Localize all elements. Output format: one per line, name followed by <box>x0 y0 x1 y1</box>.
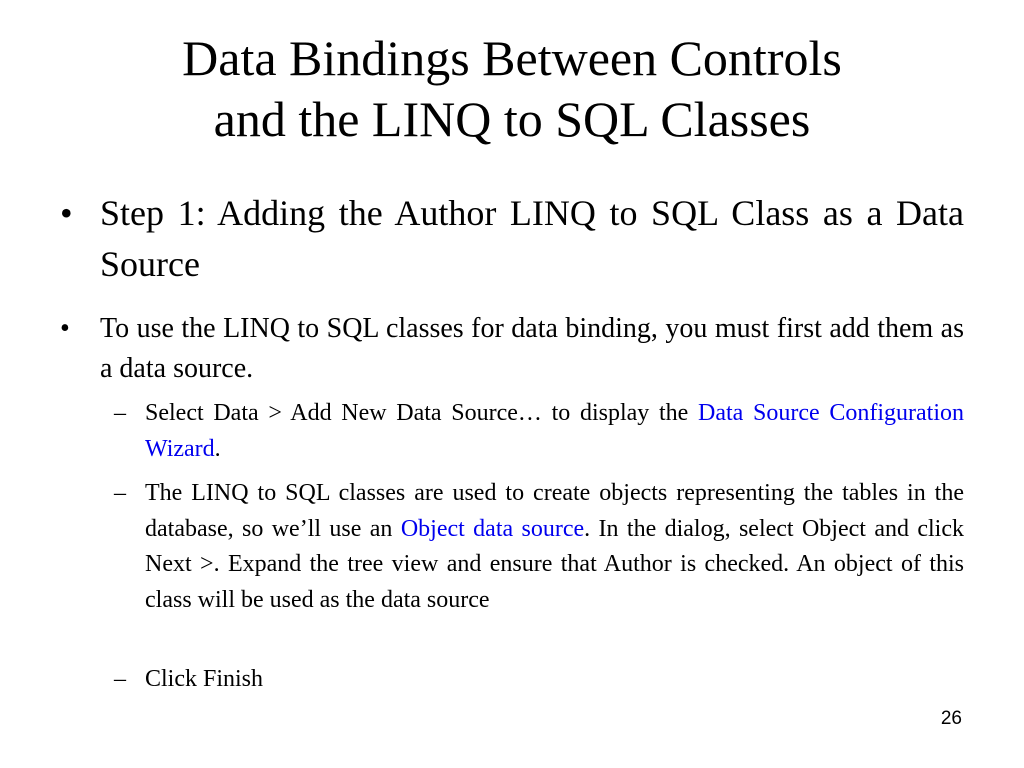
subbullet-text-before: The LINQ to SQL classes are used to create objects representing the tables in the database, so we’ll use an <box>145 480 964 542</box>
subbullet-item-click-finish <box>114 662 964 698</box>
bullet-marker: • <box>60 193 73 233</box>
bullet-item-step-1 <box>60 188 964 290</box>
bullet-item-linq-usage <box>60 309 964 389</box>
subbullet-item-object-source <box>114 476 964 618</box>
slide-title-line-2: and the LINQ to SQL Classes <box>213 91 811 147</box>
subbullet-text <box>145 476 964 618</box>
wizard-link[interactable]: Data Source Configuration Wizard <box>145 400 964 462</box>
object-data-source-link[interactable]: Object data source <box>400 515 585 542</box>
bullet-text: To use the LINQ to SQL classes for data binding, you must first add them as a data source. <box>100 313 964 384</box>
subbullet-marker: – <box>114 666 126 692</box>
bullet-text: Step 1: Adding the Author LINQ to SQL Class as a Data Source <box>100 193 964 284</box>
slide-title <box>60 28 964 150</box>
subbullet-text <box>145 396 964 467</box>
bullet-marker: • <box>60 313 70 344</box>
subbullet-item-select-data <box>114 396 964 467</box>
subbullet-text: Click Finish <box>145 666 264 692</box>
subbullet-text-after: . <box>214 435 221 462</box>
page-number: 26 <box>940 708 962 729</box>
slide-title-line-1: Data Bindings Between Controls <box>182 30 842 86</box>
subbullet-text-before: Select Data > Add New Data Source… to display the <box>145 400 698 426</box>
subbullet-marker: – <box>114 480 126 506</box>
subbullet-marker: – <box>114 400 126 426</box>
subbullet-text-after: . In the dialog, select Object and click Next >. Expand the tree view and ensure that Author is checked. An object of this class will be used as the data source <box>145 515 964 613</box>
